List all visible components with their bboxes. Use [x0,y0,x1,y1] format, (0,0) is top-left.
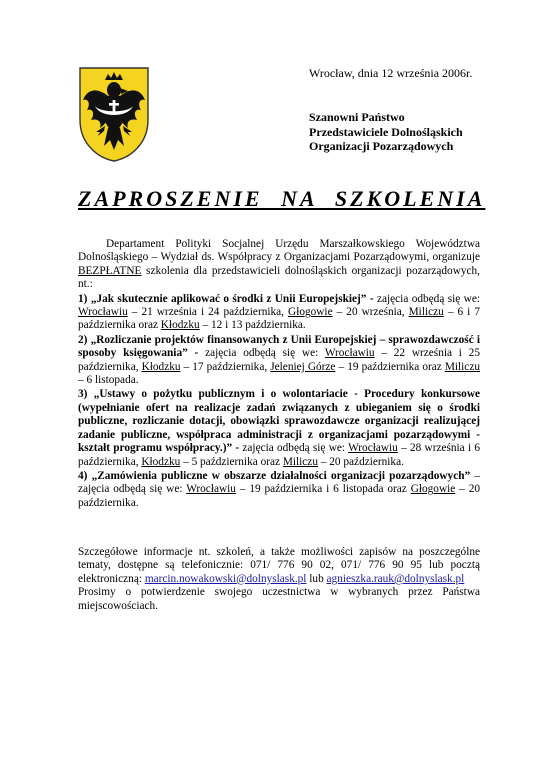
city-name: Kłodzku [141,455,181,468]
letter-date: Wrocław, dnia 12 września 2006r. [309,66,473,80]
item-dates: – 22 września i 25 października, [78,347,480,373]
city-name: Głogowie [288,306,333,319]
city-name: Wrocławiu [324,347,375,360]
city-name: Kłodzku [141,360,181,373]
item-dash: – [470,469,480,482]
email-link[interactable]: agnieszka.rauk@dolnyslask.pl [326,572,465,585]
connector-text: lub [306,572,327,585]
email-link[interactable]: marcin.nowakowski@dolnyslask.pl [144,572,307,585]
item-lead: zajęcia odbędą się we: [242,442,349,455]
letter-footer [78,546,480,613]
training-item [78,293,480,333]
item-dash: - [232,442,243,455]
item-dates: – 6 i 7 października oraz [78,306,480,332]
letter-body [78,238,480,510]
item-lead: zajęcia odbędą się we: [78,483,187,496]
city-name: Miliczu [282,455,318,468]
addressee-line: Przedstawiciele Dolnośląskich [309,124,463,139]
item-dates: – 17 października, [180,360,271,373]
item-dates: – 6 listopada. [78,374,139,387]
item-number: 1) [78,292,88,305]
item-dates: – 20 października. [317,455,404,468]
item-lead: zajęcia odbędą się we: [205,347,325,360]
document-title: ZAPROSZENIE NA SZKOLENIA [78,186,486,211]
training-item [78,388,480,468]
item-number: 2) [78,333,88,346]
item-title: „Jak skutecznie aplikować o środki z Unii Europejskiej” [90,292,367,305]
addressee-line: Szanowni Państwo [309,110,405,124]
item-dates: – 12 i 13 października. [199,319,306,332]
city-name: Kłodzku [160,319,200,332]
item-dash: - [187,347,206,360]
contact-text: Szczegółowe informacje nt. szkoleń, a także możliwości zapisów na poszczególne tematy, dostępne są telefonicznie: 071/ 776 90 02, 071/ 776 90 95 lub pocztą elektroniczną: [78,546,480,585]
intro-text: szkolenia dla przedstawicieli dolnośląskich organizacji pozarządowych, nt.: [78,264,480,291]
city-name: Miliczu [408,306,444,319]
free-highlight: BEZPŁATNE [78,264,142,277]
contact-paragraph [78,546,480,586]
item-dates: – 20 września, [332,306,409,319]
item-dash: - [366,292,377,305]
item-number: 4) [78,469,88,482]
confirmation-paragraph: Prosimy o potwierdzenie swojego uczestnictwa w wybranych przez Państwa miejscowościach. [78,586,480,612]
item-dates: – 5 października oraz [180,455,283,468]
item-number: 3) [78,388,88,401]
training-item [78,470,480,510]
city-name: Wrocławiu [186,483,236,496]
city-name: Wrocławiu [348,442,398,455]
item-lead: zajęcia odbędą się we: [376,292,480,305]
item-dates: – 19 października oraz [335,360,445,373]
training-item [78,334,480,388]
city-name: Wrocławiu [78,306,128,319]
item-dates: – 19 października i 6 listopada oraz [235,483,411,496]
intro-paragraph [78,238,480,292]
intro-text: Departament Polityki Socjalnej Urzędu Marszałkowskiego Województwa Dolnośląskiego – Wydział ds. Współpracy z Organizacjami Pozarządowymi, organizuje [78,238,480,264]
item-dates: – 21 września i 24 października, [127,306,289,319]
lower-silesia-coat-of-arms-icon [78,66,150,162]
item-title: „Zamówienia publiczne w obszarze działalności organizacji pozarządowych” [91,469,471,482]
city-name: Głogowie [410,483,456,496]
item-dates: – 28 września i 6 października, [78,442,480,468]
addressee-line: Organizacji Pozarządowych [309,139,454,153]
item-title: „Rozliczanie projektów finansowanych z Unii Europejskiej – sprawozdawczość i sposoby księgowania” [78,333,480,360]
item-dates: – 20 października. [78,483,480,509]
addressee-block [309,110,463,154]
city-name: Jeleniej Górze [270,360,336,373]
city-name: Miliczu [444,360,480,373]
item-title: „Ustawy o pożytku publicznym i o wolontariacie - Procedury konkursowe (wypełnianie ofert na realizacje zadań związanych z ubieganiem się o środki publiczne, rozliczanie dotacji, obowiązki sprawozdawcze organizacji realizującej zadanie publiczne, współpraca administracji z organizacjami pozarządowymi - kształt programu współpracy.)” [78,388,480,455]
